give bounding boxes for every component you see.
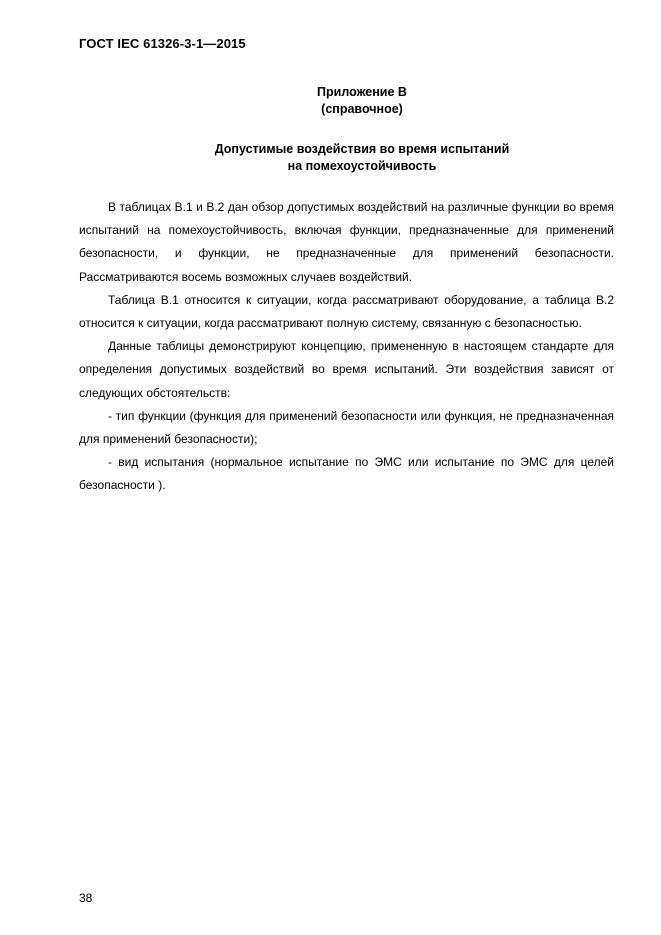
paragraph: Таблица В.1 относится к ситуации, когда рассматривают оборудование, а таблица В.2 относится к ситуации, когда рассматривают полную систему, связанную с безопасностью.: [79, 292, 614, 331]
document-header: ГОСТ IEC 61326-3-1—2015: [79, 36, 246, 51]
appendix-type: (справочное): [321, 102, 403, 116]
paragraph: Данные таблицы демонстрируют концепцию, примененную в настоящем стандарте для определения допустимых воздействий во время испытаний. Эти воздействия зависят от следующих обстоятельств:: [79, 339, 614, 400]
section-title-line-2: на помехоустойчивость: [287, 159, 437, 173]
section-title-line-1: Допустимые воздействия во время испытаний: [214, 142, 510, 156]
appendix-title: Приложение B: [317, 85, 407, 99]
page-number: 38: [79, 891, 93, 905]
body-text: [79, 196, 614, 498]
list-item: - вид испытания (нормальное испытание по ЭМС или испытание по ЭМС для целей безопасности ).: [79, 455, 614, 493]
paragraph: В таблицах В.1 и В.2 дан обзор допустимых воздействий на различные функции во время испытаний на помехоустойчивость, включая функции, предназначенные для применений безопасности, и функции, не предназначенные для применений безопасности. Рассматриваются восемь возможных случаев воздействий.: [79, 200, 614, 284]
section-title: [0, 141, 661, 175]
list-item: - тип функции (функция для применений безопасности или функция, не предназначенная для применений безопасности);: [79, 408, 614, 447]
